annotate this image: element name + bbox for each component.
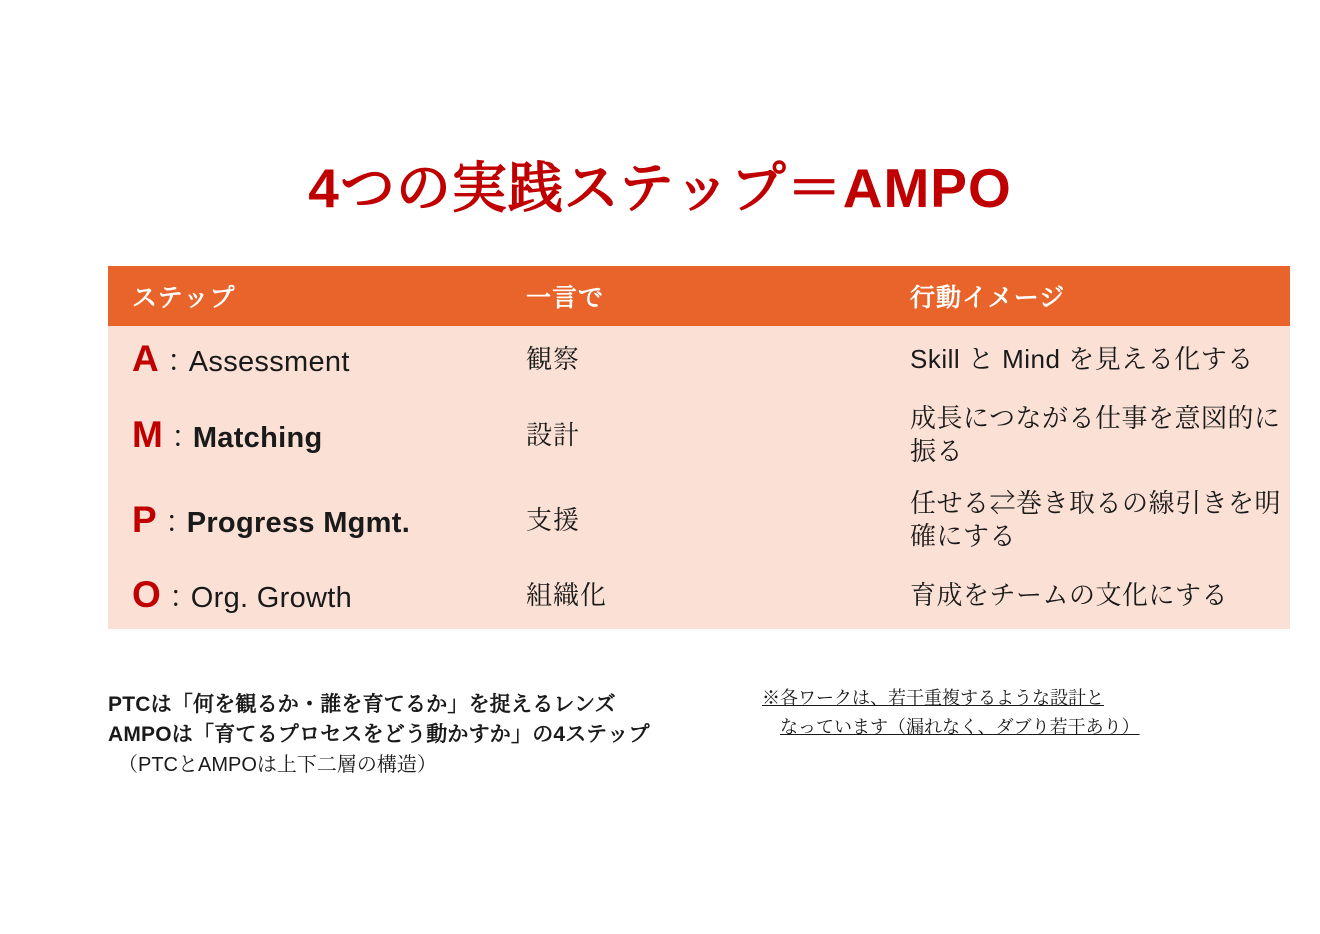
page-title: 4つの実践ステップ＝AMPO [308,157,1012,219]
footnote-left-line-1: PTCは「何を観るか・誰を育てるか」を捉えるレンズ [108,693,616,716]
step-name-o: Org. Growth [190,582,353,615]
cell-word-o: 組織化 [502,562,886,628]
table-header [108,266,1290,326]
cell-word-m: 設計 [502,392,886,477]
step-letter-a: A [132,338,159,379]
cell-step-p [108,477,502,562]
ampo-table-container [108,266,1282,629]
table-body [108,326,1290,629]
step-name-a: Assessment [188,346,350,378]
cell-step-m [108,392,502,477]
cell-step-o [108,562,502,628]
column-header-action-image: 行動イメージ [886,266,1290,326]
cell-word-a: 観察 [502,326,886,392]
footnote-right-line-1: ※各ワークは、若干重複するような設計と [762,688,1104,708]
cell-image-a: Skill と Mind を見える化する [886,326,1290,392]
step-letter-p: P [132,498,157,540]
footnote-left-line-2: AMPOは「育てるプロセスをどう動かすか」の4ステップ [108,723,650,747]
step-separator: ： [158,507,185,538]
table-row [108,562,1290,628]
cell-step-a [108,326,502,392]
column-header-word: 一言で [502,266,886,326]
step-name-m: Matching [192,421,323,454]
table-row [108,392,1290,477]
step-separator: ： [162,583,189,614]
footnote-right-line-2: なっています（漏れなく、ダブり若干あり） [780,716,1140,737]
step-separator: ： [160,347,187,377]
column-header-step: ステップ [108,266,502,326]
table-row [108,326,1290,392]
footnote-left-line-3: （PTCとAMPOは上下二層の構造） [118,753,437,776]
cell-image-p: 任せる⇄巻き取るの線引きを明確にする [886,477,1290,562]
step-separator: ： [164,422,191,453]
table-row [108,477,1290,562]
cell-word-p: 支援 [502,477,886,562]
cell-image-o: 育成をチームの文化にする [886,562,1290,628]
table-header-row [108,266,1290,326]
footnote-right [762,684,1222,742]
cell-image-m: 成長につながる仕事を意図的に振る [886,392,1290,477]
step-letter-o: O [132,574,161,616]
footnote-left [108,690,768,780]
ampo-table [108,266,1290,629]
step-name-p: Progress Mgmt. [186,506,411,539]
step-letter-m: M [132,413,163,455]
